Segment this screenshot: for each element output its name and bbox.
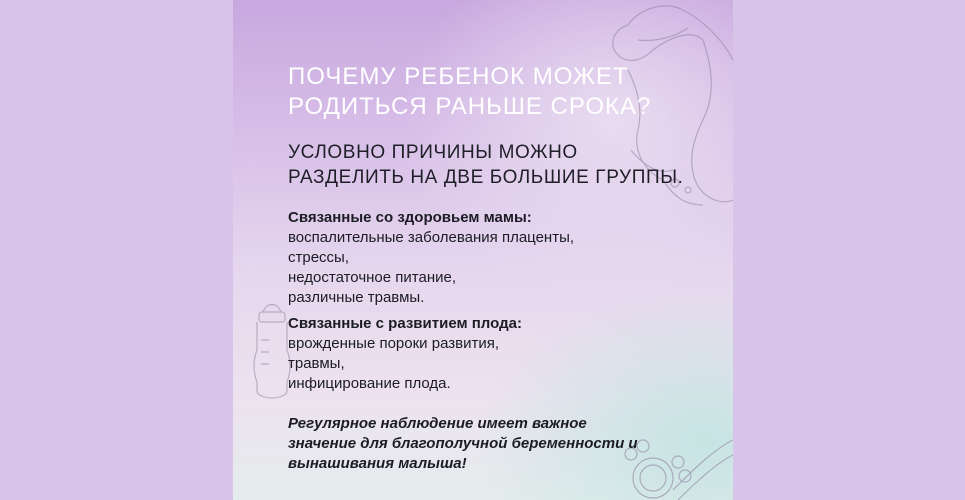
closing-note-line-1: Регулярное наблюдение имеет важное xyxy=(288,415,587,432)
post-title xyxy=(288,62,708,122)
post-title-line-1: ПОЧЕМУ РЕБЕНОК МОЖЕТ xyxy=(288,63,629,90)
closing-note-line-3: вынашивания малыша! xyxy=(288,455,467,472)
post-subtitle xyxy=(288,140,728,190)
causes-group-mother xyxy=(288,208,718,308)
post-subtitle-line-2: РАЗДЕЛИТЬ НА ДВЕ БОЛЬШИЕ ГРУППЫ. xyxy=(288,167,684,188)
closing-note-line-2: значение для благополучной беременности и xyxy=(288,435,638,452)
list-item: инфицирование плода. xyxy=(288,375,451,392)
post-title-line-2: РОДИТЬСЯ РАНЬШЕ СРОКА? xyxy=(288,93,652,120)
list-item: воспалительные заболевания плаценты, xyxy=(288,229,575,246)
list-item: недостаточное питание, xyxy=(288,269,456,286)
baby-bottle-outline-icon xyxy=(254,305,290,399)
list-item: различные травмы. xyxy=(288,289,425,306)
list-item: стрессы, xyxy=(288,249,350,266)
causes-group-fetus xyxy=(288,314,718,394)
list-item: врожденные пороки развития, xyxy=(288,335,500,352)
group-heading: Связанные с развитием плода: xyxy=(288,315,522,332)
closing-note xyxy=(288,414,708,474)
list-item: травмы, xyxy=(288,355,345,372)
group-heading: Связанные со здоровьем мамы: xyxy=(288,209,532,226)
post-card xyxy=(233,0,733,500)
post-subtitle-line-1: УСЛОВНО ПРИЧИНЫ МОЖНО xyxy=(288,142,578,163)
